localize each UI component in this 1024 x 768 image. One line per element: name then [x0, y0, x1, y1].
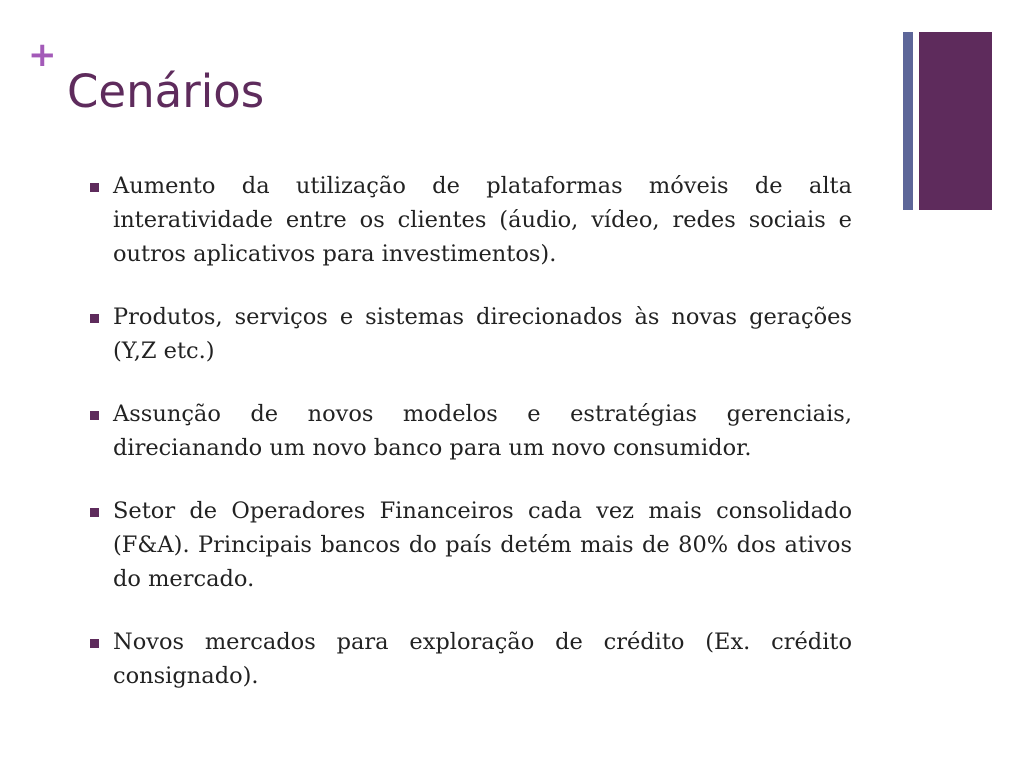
bullet-text: Novos mercados para exploração de crédito (Ex. crédito consignado).: [113, 629, 852, 689]
square-bullet-icon: [90, 411, 99, 420]
bullet-item: [88, 625, 852, 693]
square-bullet-icon: [90, 314, 99, 323]
plus-icon: +: [28, 35, 57, 75]
square-bullet-icon: [90, 183, 99, 192]
bullet-list: [88, 169, 852, 722]
bullet-text: Assunção de novos modelos e estratégias gerenciais, direcianando um novo banco para um novo consumidor.: [113, 401, 852, 461]
bullet-item: [88, 397, 852, 465]
slide-title: Cenários: [67, 65, 265, 118]
bullet-item: [88, 300, 852, 368]
square-bullet-icon: [90, 639, 99, 648]
bullet-text: Produtos, serviços e sistemas direcionados às novas gerações (Y,Z etc.): [113, 304, 852, 364]
square-bullet-icon: [90, 508, 99, 517]
bullet-text: Setor de Operadores Financeiros cada vez mais consolidado (F&A). Principais bancos do país detém mais de 80% dos ativos do mercado.: [113, 498, 852, 592]
decorative-bar-thin: [903, 32, 913, 210]
bullet-item: [88, 169, 852, 271]
bullet-item: [88, 494, 852, 596]
bullet-text: Aumento da utilização de plataformas móveis de alta interatividade entre os clientes (áudio, vídeo, redes sociais e outros aplicativos para investimentos).: [113, 173, 852, 267]
decorative-bar-thick: [919, 32, 992, 210]
